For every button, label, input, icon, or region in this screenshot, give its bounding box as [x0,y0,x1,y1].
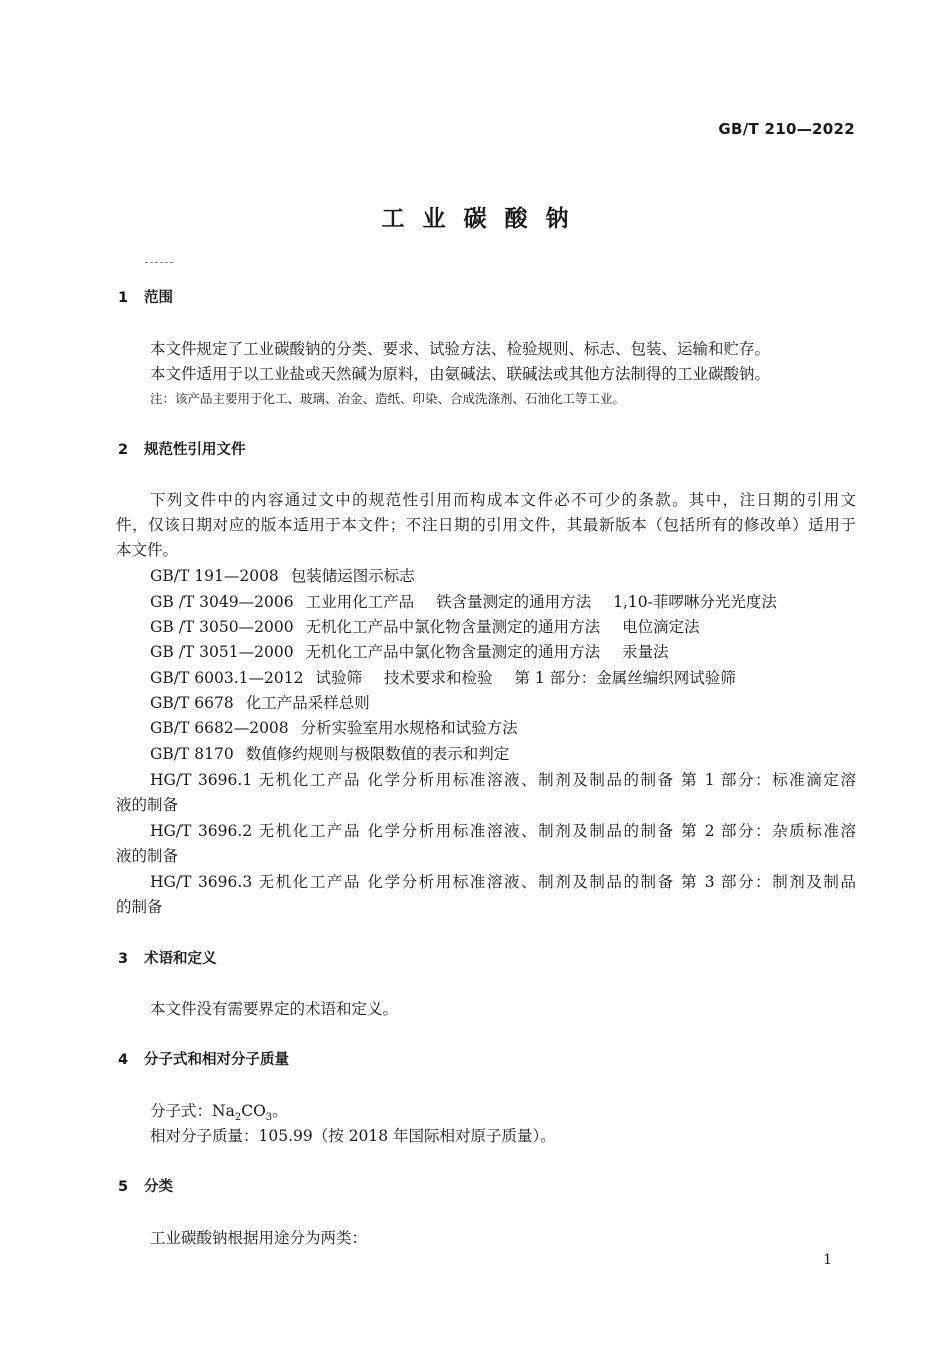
paragraph: 本文件规定了工业碳酸钠的分类、要求、试验方法、检验规则、标志、包装、运输和贮存。 [150,340,771,358]
reference-title: 第 1 部分：金属丝编织网试验筛 [514,669,736,687]
section-number: 1 [118,290,129,306]
section-number: 5 [118,1179,129,1195]
paragraph-line: 下列文件中的内容通过文中的规范性引用而构成本文件必不可少的条款。其中，注日期的引用文 [150,491,856,509]
paragraph: 本文件适用于以工业盐或天然碱为原料，由氨碱法、联碱法或其他方法制得的工业碳酸钠。 [150,365,771,383]
reference-item [150,615,700,637]
reference-title: 1,10-菲啰啉分光光度法 [613,593,777,611]
reference-code: GB/T 8170 [150,745,234,763]
section-title: 分类 [144,1179,173,1195]
reference-code: GB/T 191—2008 [150,567,279,585]
formula-end: 。 [272,1102,288,1120]
reference-item-continued: 的制备 [116,898,163,916]
reference-item: HG/T 3696.1 无机化工产品 化学分析用标准溶液、制剂及制品的制备 第 1 部分：标准滴定溶 [150,771,856,789]
formula-label: 分子式： [150,1102,213,1120]
section-number: 3 [118,951,129,967]
standard-number: GB/T 210—2022 [718,120,855,138]
reference-item [150,742,509,764]
reference-item [150,716,518,738]
formula-subscript: 3 [265,1112,273,1124]
section-number: 2 [118,442,129,458]
reference-code: GB /T 3049—2006 [150,593,294,611]
note: 注：该产品主要用于化工、玻璃、冶金、造纸、印染、合成洗涤剂、石油化工等工业。 [150,391,626,406]
section-number: 4 [118,1052,129,1068]
reference-item [150,590,777,612]
reference-item [150,564,415,586]
reference-item: HG/T 3696.2 无机化工产品 化学分析用标准溶液、制剂及制品的制备 第 2 部分：杂质标准溶 [150,822,856,840]
document-title: 工业碳酸钠 [381,206,587,232]
reference-code: GB/T 6003.1—2012 [150,669,304,687]
reference-item [150,666,736,688]
reference-item-continued: 液的制备 [116,796,179,814]
section-4-heading [118,1048,289,1069]
paragraph: 相对分子质量：105.99（按 2018 年国际相对原子质量）。 [150,1127,556,1145]
reference-code: GB/T 6682—2008 [150,719,289,737]
reference-title: 无机化工产品中氯化物含量测定的通用方法 [305,643,601,661]
reference-title: 无机化工产品中氯化物含量测定的通用方法 [305,618,601,636]
paragraph-line: 件，仅该日期对应的版本适用于本文件；不注日期的引用文件，其最新版本（包括所有的修改单）适用于 [116,516,856,534]
reference-item: HG/T 3696.3 无机化工产品 化学分析用标准溶液、制剂及制品的制备 第 3 部分：制剂及制品 [150,873,856,891]
formula-na: Na [212,1102,235,1120]
title-divider-mark [145,262,173,263]
section-title: 术语和定义 [144,951,217,967]
reference-code: GB /T 3051—2000 [150,643,294,661]
reference-code: GB/T 6678 [150,694,234,712]
reference-title: 电位滴定法 [622,618,700,636]
section-3-heading [118,947,217,968]
paragraph: 本文件没有需要界定的术语和定义。 [150,1000,399,1018]
section-title: 规范性引用文件 [144,442,246,458]
page-number: 1 [823,1252,832,1268]
paragraph-line: 本文件。 [116,541,179,559]
reference-title: 数值修约规则与极限数值的表示和判定 [245,745,510,763]
reference-title: 铁含量测定的通用方法 [436,593,592,611]
reference-title: 化工产品采样总则 [245,694,370,712]
section-1-heading [118,286,173,307]
reference-item [150,640,669,662]
reference-title: 试验筛 [315,669,362,687]
molecular-formula [150,1099,288,1123]
section-5-heading [118,1175,173,1196]
paragraph: 工业碳酸钠根据用途分为两类： [150,1229,368,1247]
reference-title: 工业用化工产品 [305,593,415,611]
reference-item-continued: 液的制备 [116,847,179,865]
section-2-heading [118,438,246,459]
formula-subscript: 2 [234,1112,242,1124]
reference-title: 包装储运图示标志 [290,567,415,585]
reference-title: 汞量法 [622,643,669,661]
reference-title: 分析实验室用水规格和试验方法 [300,719,518,737]
section-title: 分子式和相对分子质量 [144,1052,289,1068]
reference-code: GB /T 3050—2000 [150,618,294,636]
formula-co: CO [241,1102,266,1120]
reference-title: 技术要求和检验 [383,669,493,687]
section-title: 范围 [144,290,173,306]
reference-item [150,691,370,713]
